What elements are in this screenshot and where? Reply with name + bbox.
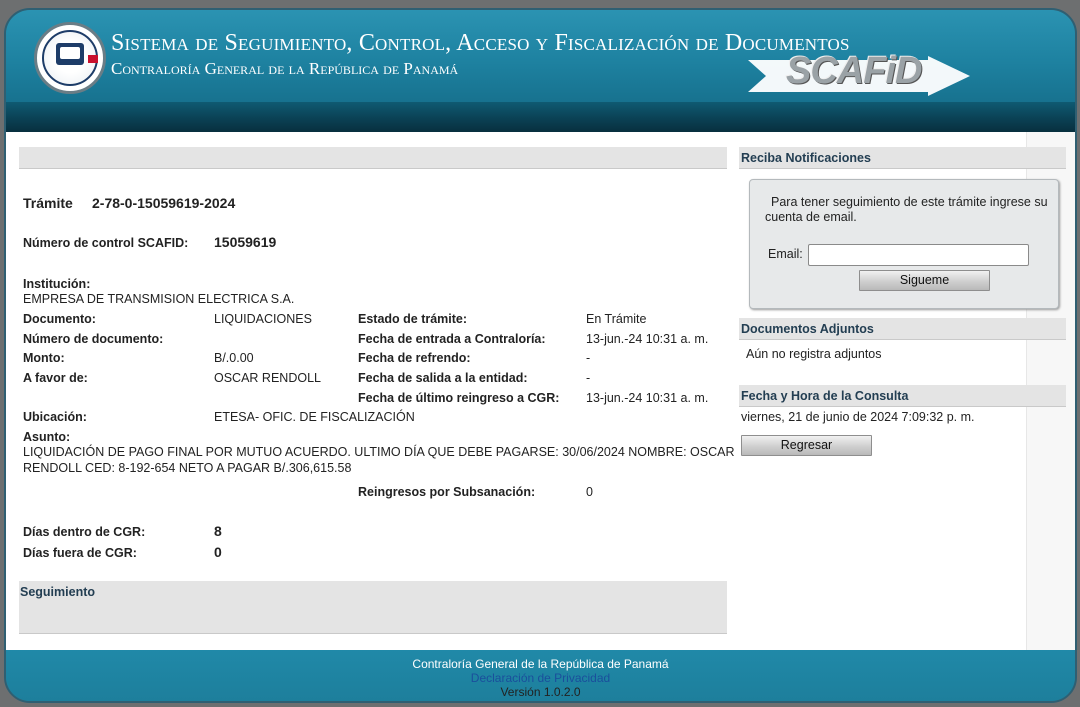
adjuntos-header <box>739 318 1066 340</box>
main-content <box>6 132 1075 650</box>
notification-box <box>749 179 1059 309</box>
estado-label: Estado de trámite: <box>358 312 468 326</box>
numero-documento-label: Número de documento: <box>23 332 164 346</box>
reingreso-value: 13-jun.-24 10:31 a. m. <box>586 391 709 405</box>
refrendo-value: - <box>586 351 591 365</box>
salida-value: - <box>586 371 591 385</box>
adjuntos-title: Documentos Adjuntos <box>741 322 874 336</box>
ubicacion-label: Ubicación: <box>23 410 87 424</box>
dias-dentro-label: Días dentro de CGR: <box>23 525 146 539</box>
ubicacion-value: ETESA- OFIC. DE FISCALIZACIÓN <box>214 410 415 424</box>
seguimiento-title: Seguimiento <box>20 585 96 599</box>
privacy-link[interactable]: Declaración de Privacidad <box>470 671 611 685</box>
refrendo-label: Fecha de refrendo: <box>358 351 471 365</box>
footer-org: Contraloría General de la República de Panamá <box>412 657 669 671</box>
asunto-label: Asunto: <box>23 430 71 444</box>
header <box>6 10 1075 102</box>
adjuntos-text: Aún no registra adjuntos <box>746 347 882 361</box>
salida-label: Fecha de salida a la entidad: <box>358 371 528 385</box>
logo-text: SCAFiD <box>786 50 922 92</box>
reingreso-label: Fecha de último reingreso a CGR: <box>358 391 560 405</box>
seguimiento-panel <box>19 581 727 634</box>
scafid-logo <box>748 50 970 100</box>
footer-version: Versión 1.0.2.0 <box>500 685 581 699</box>
estado-value: En Trámite <box>586 312 647 326</box>
dias-fuera-label: Días fuera de CGR: <box>23 546 137 560</box>
header-title: Sistema de Seguimiento, Control, Acceso y Fiscalización de Documentos <box>111 30 850 56</box>
consulta-title: Fecha y Hora de la Consulta <box>741 389 909 403</box>
header-subtitle: Contraloría General de la República de Panamá <box>111 59 459 78</box>
notif-header <box>739 147 1066 169</box>
control-value: 15059619 <box>214 234 277 250</box>
entrada-label: Fecha de entrada a Contraloría: <box>358 332 546 346</box>
reingresos-label: Reingresos por Subsanación: <box>358 485 536 499</box>
institucion-label: Institución: <box>23 277 91 291</box>
app-frame <box>4 8 1077 703</box>
favor-label: A favor de: <box>23 371 88 385</box>
top-bar <box>19 147 727 169</box>
footer <box>6 650 1075 703</box>
documento-value: LIQUIDACIONES <box>214 312 312 326</box>
reingresos-value: 0 <box>586 485 593 499</box>
tramite-label: Trámite <box>23 195 73 211</box>
consulta-value: viernes, 21 de junio de 2024 7:09:32 p. m. <box>741 410 975 424</box>
institucion-value: EMPRESA DE TRANSMISION ELECTRICA S.A. <box>23 292 295 306</box>
dias-dentro-value: 8 <box>214 523 222 539</box>
favor-value: OSCAR RENDOLL <box>214 371 321 385</box>
monto-label: Monto: <box>23 351 65 365</box>
notif-text: Para tener seguimiento de este trámite ingrese su cuenta de email. <box>765 195 1048 224</box>
entrada-value: 13-jun.-24 10:31 a. m. <box>586 332 709 346</box>
control-label: Número de control SCAFID: <box>23 236 189 250</box>
dias-fuera-value: 0 <box>214 544 222 560</box>
monto-value: B/.0.00 <box>214 351 254 365</box>
notif-title: Reciba Notificaciones <box>741 151 871 165</box>
regresar-button[interactable]: Regresar <box>741 435 872 456</box>
contraloria-seal-logo <box>34 22 106 94</box>
header-band <box>6 102 1075 132</box>
documento-label: Documento: <box>23 312 96 326</box>
sigueme-button[interactable]: Sigueme <box>859 270 990 291</box>
email-label: Email: <box>768 247 803 261</box>
tramite-value: 2-78-0-15059619-2024 <box>92 195 236 211</box>
asunto-line2: RENDOLL CED: 8-192-654 NETO A PAGAR B/.306,615.58 <box>23 461 352 475</box>
email-input[interactable] <box>808 244 1029 266</box>
consulta-header <box>739 385 1066 407</box>
asunto-line1: LIQUIDACIÓN DE PAGO FINAL POR MUTUO ACUERDO. ULTIMO DÍA QUE DEBE PAGARSE: 30/06/2024 NOMBRE: OSCAR <box>23 445 735 459</box>
